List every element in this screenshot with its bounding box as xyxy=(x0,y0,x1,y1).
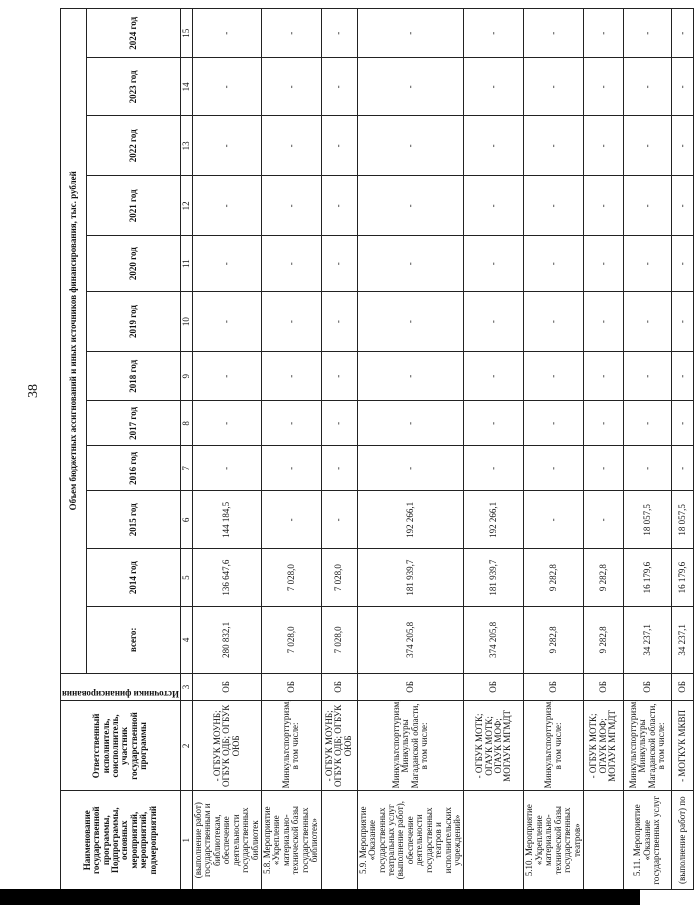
row-value: - xyxy=(321,9,357,58)
table-frame xyxy=(60,8,687,890)
row-value: - xyxy=(357,176,464,236)
row-value: 374 205,8 xyxy=(464,607,524,673)
row-value: 192 266,1 xyxy=(357,491,464,549)
row-name: 5.9. Мероприятие «Оказание государственных театральных услуг (выполнение работ), обеспечение деятельности государственных театров и исполнительских учреждений» xyxy=(357,791,464,890)
row-value: - xyxy=(192,446,261,491)
row-value: 7 028,0 xyxy=(262,607,322,673)
row-value: - xyxy=(584,446,624,491)
column-index-0: 1 xyxy=(180,791,192,890)
table-row xyxy=(262,9,322,890)
row-value: - xyxy=(192,116,261,176)
row-value: - xyxy=(524,401,584,446)
column-index-7: 8 xyxy=(180,401,192,446)
row-value: - xyxy=(262,116,322,176)
row-value: - xyxy=(321,292,357,352)
row-value: - xyxy=(624,352,672,401)
table-row xyxy=(524,9,584,890)
row-value: 7 028,0 xyxy=(321,607,357,673)
column-index-14: 15 xyxy=(180,9,192,58)
row-value: 192 266,1 xyxy=(464,491,524,549)
row-value: - xyxy=(584,176,624,236)
header-year-7: 2021 год xyxy=(87,176,181,236)
row-value: - xyxy=(321,58,357,116)
row-name xyxy=(321,791,357,890)
header-year-8: 2022 год xyxy=(87,116,181,176)
row-value: - xyxy=(524,116,584,176)
row-value: - xyxy=(357,352,464,401)
page-number: 38 xyxy=(26,384,41,398)
row-source: ОБ xyxy=(357,673,464,701)
row-value: - xyxy=(624,58,672,116)
row-value: - xyxy=(192,9,261,58)
row-value: - xyxy=(624,401,672,446)
header-year-0: 2014 год xyxy=(87,549,181,607)
row-value: - xyxy=(624,292,672,352)
row-value: - xyxy=(464,9,524,58)
row-value: - xyxy=(262,446,322,491)
row-value: - xyxy=(321,352,357,401)
row-source: ОБ xyxy=(192,673,261,701)
header-name: Наименование государственной программы, Подпрограммы, основных мероприятий, мероприятий, подмероприятий xyxy=(61,791,181,890)
row-name: 5.11. Мероприятие «Оказание государственных услуг xyxy=(624,791,672,890)
row-value: 16 179,6 xyxy=(672,549,694,607)
row-value: - xyxy=(584,352,624,401)
row-value: - xyxy=(357,9,464,58)
header-year-4: 2018 год xyxy=(87,352,181,401)
row-value: 9 282,8 xyxy=(584,607,624,673)
row-value: - xyxy=(672,116,694,176)
table-row xyxy=(624,9,672,890)
row-value: - xyxy=(624,446,672,491)
table-row xyxy=(357,9,464,890)
rotated-table-wrapper xyxy=(60,8,687,890)
row-value: 280 832,1 xyxy=(192,607,261,673)
row-value: - xyxy=(262,292,322,352)
row-value: - xyxy=(672,292,694,352)
row-value: - xyxy=(672,9,694,58)
row-value: - xyxy=(672,446,694,491)
row-value: - xyxy=(464,176,524,236)
table-body xyxy=(192,9,693,890)
row-value: - xyxy=(524,352,584,401)
header-year-6: 2020 год xyxy=(87,236,181,292)
table-row xyxy=(192,9,261,890)
column-index-13: 14 xyxy=(180,58,192,116)
row-value: - xyxy=(321,116,357,176)
row-value: - xyxy=(464,292,524,352)
row-value: - xyxy=(524,491,584,549)
row-value: - xyxy=(262,9,322,58)
row-value: - xyxy=(624,9,672,58)
row-value: - xyxy=(464,446,524,491)
row-value: - xyxy=(357,236,464,292)
header-year-5: 2019 год xyxy=(87,292,181,352)
row-value: 18 057,5 xyxy=(672,491,694,549)
header-year-9: 2023 год xyxy=(87,58,181,116)
table-row xyxy=(584,9,624,890)
table-row xyxy=(672,9,694,890)
row-value: - xyxy=(192,176,261,236)
row-value: - xyxy=(672,236,694,292)
row-value: 34 237,1 xyxy=(672,607,694,673)
row-value: - xyxy=(321,176,357,236)
row-source: ОБ xyxy=(321,673,357,701)
row-value: 374 205,8 xyxy=(357,607,464,673)
row-executor: - МОГКУК МКВП xyxy=(672,701,694,791)
row-value: 136 647,6 xyxy=(192,549,261,607)
row-value: 9 282,8 xyxy=(524,607,584,673)
row-value: - xyxy=(192,236,261,292)
row-value: - xyxy=(524,292,584,352)
row-value: - xyxy=(672,58,694,116)
row-value: - xyxy=(524,9,584,58)
header-total: всего: xyxy=(87,607,181,673)
row-value: 9 282,8 xyxy=(584,549,624,607)
column-index-5: 6 xyxy=(180,491,192,549)
column-index-1: 2 xyxy=(180,701,192,791)
row-value: - xyxy=(321,491,357,549)
header-year-1: 2015 год xyxy=(87,491,181,549)
row-name xyxy=(464,791,524,890)
row-value: - xyxy=(357,401,464,446)
row-value: - xyxy=(321,236,357,292)
row-executor: Минкультспорттуризм, в том числе: xyxy=(262,701,322,791)
row-source: ОБ xyxy=(624,673,672,701)
row-value: 7 028,0 xyxy=(262,549,322,607)
row-value: - xyxy=(262,58,322,116)
row-value: - xyxy=(584,9,624,58)
row-value: - xyxy=(524,236,584,292)
row-executor: Минкультспорттуризм, в том числе: xyxy=(524,701,584,791)
scan-bottom-bar xyxy=(0,889,640,905)
column-index-11: 12 xyxy=(180,176,192,236)
row-source: ОБ xyxy=(672,673,694,701)
row-name: 5.8. Мероприятие «Укрепление материально-технической базы государственных библиотек» xyxy=(262,791,322,890)
row-name xyxy=(584,791,624,890)
column-index-6: 7 xyxy=(180,446,192,491)
row-value: - xyxy=(262,491,322,549)
row-value: - xyxy=(584,236,624,292)
header-funding-group: Объем бюджетных ассигнований и иных источников финансирования, тыс. рублей xyxy=(61,9,87,674)
row-name: 5.10. Мероприятие «Укрепление материально-технической базы государственных театров» xyxy=(524,791,584,890)
row-value: - xyxy=(192,292,261,352)
row-executor: Минкультспорттуризм; Минкультуры Магаданской области, в том числе: xyxy=(357,701,464,791)
row-executor: - ОГБУК МОУНБ; ОГБУК ОДБ; ОГБУК ОЮБ xyxy=(321,701,357,791)
row-value: - xyxy=(524,446,584,491)
header-year-10: 2024 год xyxy=(87,9,181,58)
row-value: - xyxy=(357,446,464,491)
row-value: - xyxy=(584,292,624,352)
row-value: - xyxy=(672,401,694,446)
row-value: 181 939,7 xyxy=(357,549,464,607)
row-value: - xyxy=(672,352,694,401)
column-index-12: 13 xyxy=(180,116,192,176)
row-value: - xyxy=(357,58,464,116)
row-value: - xyxy=(262,236,322,292)
column-index-2: 3 xyxy=(180,673,192,701)
row-value: - xyxy=(524,176,584,236)
column-index-10: 11 xyxy=(180,236,192,292)
row-value: - xyxy=(192,352,261,401)
row-source: ОБ xyxy=(524,673,584,701)
row-value: - xyxy=(464,58,524,116)
row-value: - xyxy=(672,176,694,236)
row-executor: - ОГБУК МОТК; ОГАУК МОФ; МОГАУК МГМДТ xyxy=(584,701,624,791)
row-value: - xyxy=(464,236,524,292)
row-value: - xyxy=(584,491,624,549)
table-row xyxy=(464,9,524,890)
row-value: - xyxy=(624,236,672,292)
row-value: - xyxy=(192,58,261,116)
header-year-2: 2016 год xyxy=(87,446,181,491)
row-value: - xyxy=(584,58,624,116)
column-index-9: 10 xyxy=(180,292,192,352)
row-value: - xyxy=(262,401,322,446)
column-index-8: 9 xyxy=(180,352,192,401)
row-value: 34 237,1 xyxy=(624,607,672,673)
row-value: - xyxy=(624,176,672,236)
table-row xyxy=(321,9,357,890)
column-index-3: 4 xyxy=(180,607,192,673)
row-source: ОБ xyxy=(584,673,624,701)
row-value: 7 028,0 xyxy=(321,549,357,607)
row-value: 16 179,6 xyxy=(624,549,672,607)
row-name: (выполнение работ) по xyxy=(672,791,694,890)
row-value: - xyxy=(357,292,464,352)
funding-table xyxy=(60,8,694,890)
row-value: 144 184,5 xyxy=(192,491,261,549)
header-year-3: 2017 год xyxy=(87,401,181,446)
row-value: - xyxy=(584,116,624,176)
row-executor: Минкультспорттуризм; Минкультуры Магаданской области, в том числе: xyxy=(624,701,672,791)
row-name: (выполнение работ) государственным и библиотекам, обеспечение деятельности государственных библиотек xyxy=(192,791,261,890)
row-value: 18 057,5 xyxy=(624,491,672,549)
row-value: - xyxy=(524,58,584,116)
row-value: - xyxy=(262,352,322,401)
row-value: - xyxy=(321,446,357,491)
row-value: - xyxy=(464,401,524,446)
row-value: - xyxy=(357,116,464,176)
row-value: - xyxy=(192,401,261,446)
row-executor: - ОГБУК МОТК; ОГАУК МОТК; ОГАУК МОФ; МОГАУК МГМДТ xyxy=(464,701,524,791)
column-index-row xyxy=(180,9,192,890)
row-executor: - ОГБУК МОУНБ; ОГБУК ОДБ; ОГБУК ОЮБ xyxy=(192,701,261,791)
row-source: ОБ xyxy=(464,673,524,701)
column-index-4: 5 xyxy=(180,549,192,607)
row-value: - xyxy=(624,116,672,176)
row-value: - xyxy=(464,352,524,401)
row-source: ОБ xyxy=(262,673,322,701)
row-value: 9 282,8 xyxy=(524,549,584,607)
row-value: - xyxy=(464,116,524,176)
header-source xyxy=(61,673,181,701)
row-value: - xyxy=(321,401,357,446)
header-source-text: Источники финансирования xyxy=(62,689,179,700)
row-value: 181 939,7 xyxy=(464,549,524,607)
row-value: - xyxy=(584,401,624,446)
header-executor: Ответственный исполнитель, соисполнитель, участник государственной программы xyxy=(61,701,181,791)
row-value: - xyxy=(262,176,322,236)
